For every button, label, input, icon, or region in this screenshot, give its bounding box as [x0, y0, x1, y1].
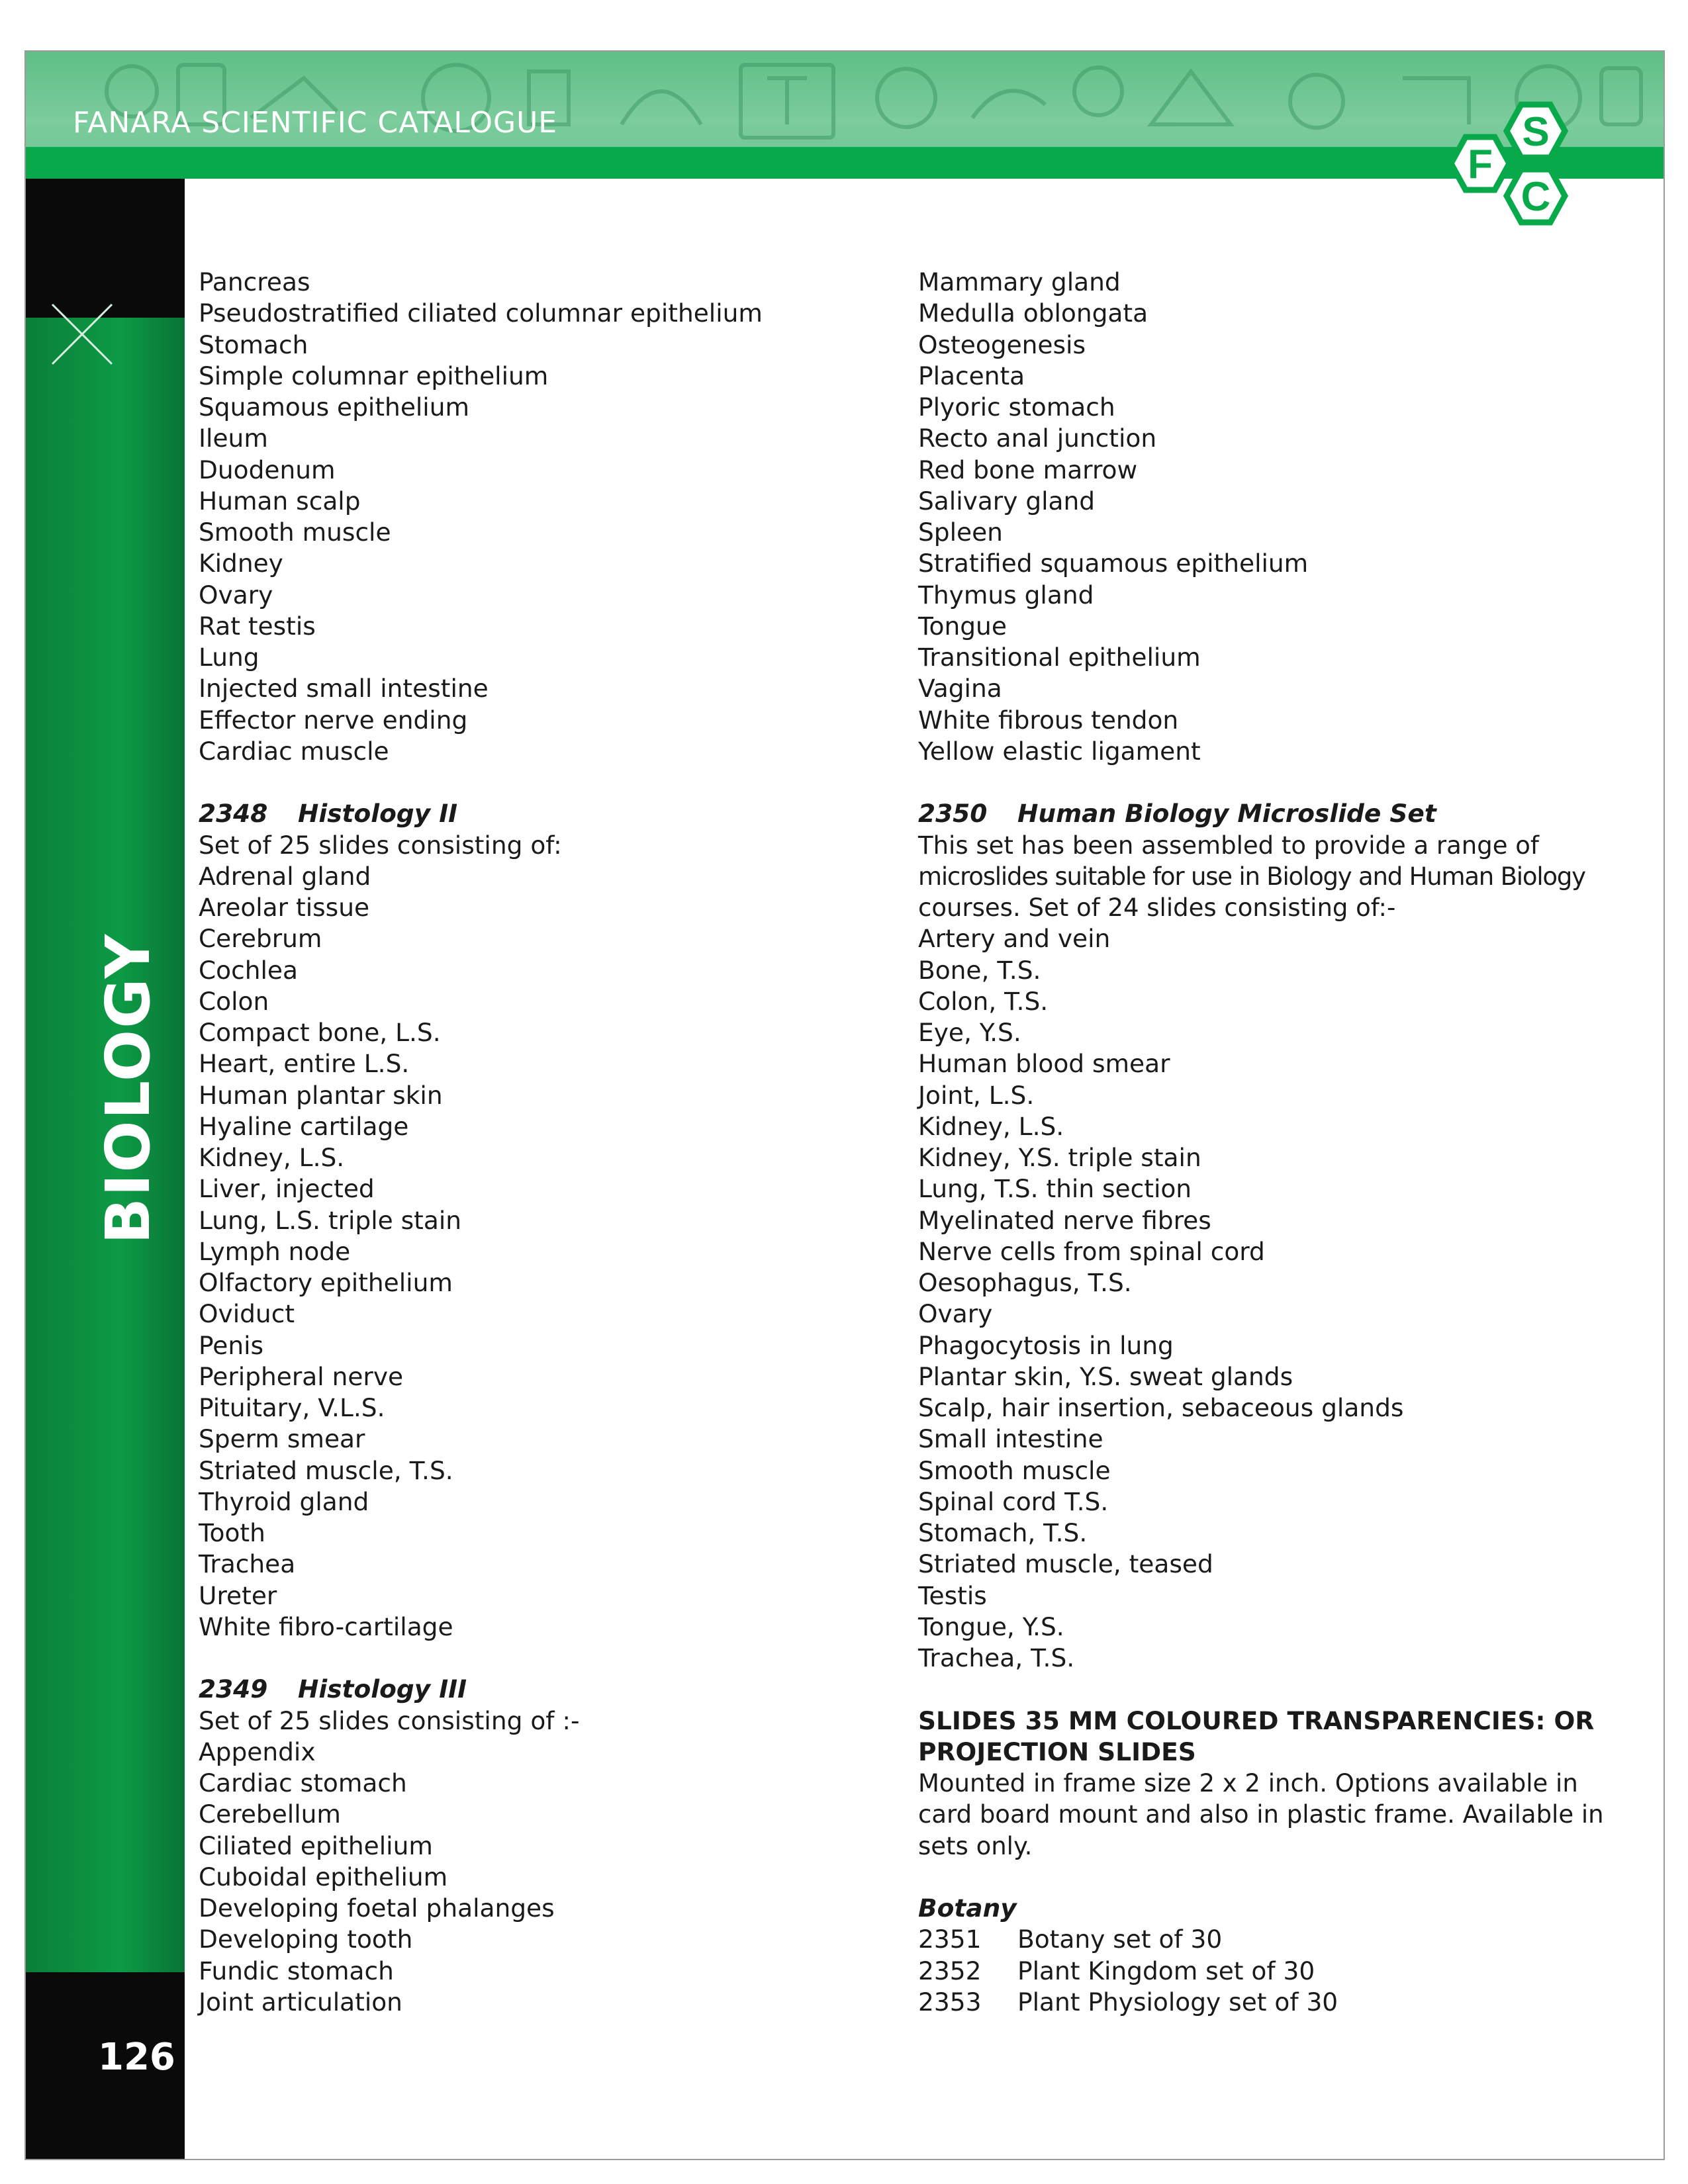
list-item: Medulla oblongata — [918, 298, 1149, 328]
list-item: Colon — [199, 986, 269, 1016]
list-item: Scalp, hair insertion, sebaceous glands — [918, 1393, 1404, 1422]
list-item: Simple columnar epithelium — [199, 361, 549, 390]
product-code: 2349 — [199, 1674, 268, 1704]
product-row — [918, 1987, 1604, 2018]
product-name: Plant Kingdom set of 30 — [1017, 1956, 1315, 1985]
list-item: Ciliated epithelium — [199, 1831, 433, 1860]
list-item: Lung — [199, 643, 259, 672]
list-item: Smooth muscle — [199, 518, 391, 547]
list-item: Placenta — [918, 361, 1025, 390]
list-item: Cochlea — [199, 955, 298, 985]
list-item: Stratified squamous epithelium — [918, 549, 1309, 578]
list-item: Kidney, L.S. — [199, 1143, 345, 1172]
logo-letter-s: S — [1522, 109, 1550, 155]
product-title: Histology III — [298, 1674, 467, 1704]
page-number: 126 — [98, 2036, 175, 2079]
header-green-band — [26, 147, 1664, 179]
list-item: Ileum — [199, 424, 268, 453]
list-item: Tongue — [918, 611, 1007, 641]
list-item: Kidney, L.S. — [918, 1111, 1064, 1141]
list-item: Tongue, Y.S. — [918, 1612, 1064, 1641]
list-item: Spleen — [918, 518, 1003, 547]
list-item: Joint articulation — [199, 1987, 402, 2017]
list-item: Stomach, T.S. — [918, 1518, 1088, 1547]
product-name: Botany set of 30 — [1017, 1925, 1223, 1954]
list-item: Kidney, Y.S. triple stain — [918, 1143, 1201, 1172]
list-item: Joint, L.S. — [918, 1080, 1035, 1110]
list-item: Tooth — [199, 1518, 265, 1547]
list-item: Cardiac muscle — [199, 736, 389, 766]
list-item: Compact bone, L.S. — [199, 1018, 441, 1047]
list-item: Oviduct — [199, 1299, 295, 1329]
list-item: Kidney — [199, 549, 283, 578]
list-item: Recto anal junction — [918, 424, 1157, 453]
list-item: Spinal cord T.S. — [918, 1486, 1109, 1516]
list-item: Thymus gland — [918, 580, 1094, 610]
list-item: Yellow elastic ligament — [918, 736, 1201, 766]
product-subtitle: Set of 25 slides consisting of :- — [199, 1706, 580, 1735]
product-title: Human Biology Microslide Set — [1017, 799, 1436, 829]
list-item: Fundic stomach — [199, 1956, 394, 1985]
list-item: Hyaline cartilage — [199, 1111, 409, 1141]
list-item: Cerebrum — [199, 924, 322, 954]
description-line: courses. Set of 24 slides consisting of:- — [918, 893, 1396, 922]
list-item: Rat testis — [199, 611, 316, 641]
list-item: Ovary — [918, 1299, 993, 1329]
list-item: Adrenal gland — [199, 861, 371, 891]
description-line: card board mount and also in plastic frame. Available in — [918, 1800, 1604, 1829]
description-line: Mounted in frame size 2 x 2 inch. Options available in — [918, 1769, 1578, 1797]
list-item: Heart, entire L.S. — [199, 1049, 410, 1079]
list-item: White fibro-cartilage — [199, 1612, 453, 1641]
spacer — [199, 767, 763, 798]
product-code: 2352 — [918, 1956, 982, 1985]
list-item: Smooth muscle — [918, 1455, 1111, 1485]
list-item: Red bone marrow — [918, 455, 1138, 484]
list-item: Colon, T.S. — [918, 986, 1049, 1016]
right-column — [918, 267, 1604, 2018]
description-line: This set has been assembled to provide a range of — [918, 831, 1539, 860]
left-column — [199, 267, 763, 2018]
botany-heading: Botany — [918, 1893, 1017, 1923]
spacer — [918, 767, 1604, 798]
product-code: 2351 — [918, 1925, 982, 1954]
section-heading: PROJECTION SLIDES — [918, 1737, 1196, 1766]
spacer — [199, 1643, 763, 1674]
list-item: Trachea — [199, 1549, 296, 1579]
product-heading-2350 — [918, 798, 1604, 829]
list-item: Plyoric stomach — [918, 392, 1115, 422]
list-item: Sperm smear — [199, 1424, 365, 1454]
list-item: Transitional epithelium — [918, 643, 1201, 672]
list-item: Cuboidal epithelium — [199, 1862, 448, 1891]
list-item: Stomach — [199, 330, 308, 359]
list-item: Plantar skin, Y.S. sweat glands — [918, 1361, 1293, 1391]
list-item: Pseudostratified ciliated columnar epithelium — [199, 298, 763, 328]
list-item: Small intestine — [918, 1424, 1103, 1454]
list-item: Mammary gland — [918, 267, 1121, 296]
product-subtitle: Set of 25 slides consisting of: — [199, 830, 562, 860]
list-item: Cerebellum — [199, 1799, 341, 1829]
list-item: Pituitary, V.L.S. — [199, 1393, 385, 1422]
list-item: Appendix — [199, 1737, 316, 1766]
list-item: Human scalp — [199, 486, 361, 516]
spacer — [918, 1862, 1604, 1893]
list-item: Squamous epithelium — [199, 392, 470, 422]
section-heading: SLIDES 35 MM COLOURED TRANSPARENCIES: OR — [918, 1706, 1595, 1735]
list-item: Pancreas — [199, 267, 310, 296]
product-row — [918, 1924, 1604, 1955]
list-item: Phagocytosis in lung — [918, 1330, 1174, 1360]
list-item: Duodenum — [199, 455, 336, 484]
list-item: Testis — [918, 1580, 987, 1610]
product-code: 2353 — [918, 1987, 982, 2017]
list-item: Striated muscle, teased — [918, 1549, 1213, 1579]
list-item: Liver, injected — [199, 1174, 375, 1204]
list-item: Bone, T.S. — [918, 955, 1041, 985]
list-item: Vagina — [918, 674, 1002, 704]
product-heading-2348 — [199, 798, 763, 829]
list-item: Thyroid gland — [199, 1486, 369, 1516]
list-item: Developing tooth — [199, 1925, 413, 1954]
product-row — [918, 1956, 1604, 1987]
list-item: Trachea, T.S. — [918, 1643, 1075, 1672]
list-item: Cardiac stomach — [199, 1768, 407, 1797]
list-item: White fibrous tendon — [918, 705, 1179, 735]
product-name: Plant Physiology set of 30 — [1017, 1987, 1338, 2017]
description-line: sets only. — [918, 1831, 1033, 1860]
list-item: Striated muscle, T.S. — [199, 1455, 453, 1485]
list-item: Effector nerve ending — [199, 705, 468, 735]
list-item: Ureter — [199, 1580, 277, 1610]
list-item: Peripheral nerve — [199, 1361, 404, 1391]
list-item: Human plantar skin — [199, 1080, 443, 1110]
list-item: Lymph node — [199, 1236, 351, 1266]
catalogue-title: FANARA SCIENTIFIC CATALOGUE — [73, 106, 558, 140]
spacer — [918, 1674, 1604, 1705]
logo-letter-f: F — [1468, 142, 1493, 187]
section-label: BIOLOGY — [93, 933, 164, 1244]
list-item: Eye, Y.S. — [918, 1018, 1021, 1047]
product-heading-2349 — [199, 1674, 763, 1705]
list-item: Oesophagus, T.S. — [918, 1268, 1132, 1297]
logo-letter-c: C — [1521, 174, 1551, 220]
list-item: Artery and vein — [918, 924, 1111, 954]
fsc-logo — [1422, 99, 1574, 238]
description-line: microslides suitable for use in Biology and Human Biology — [918, 862, 1585, 891]
list-item: Nerve cells from spinal cord — [918, 1236, 1265, 1266]
list-item: Lung, L.S. triple stain — [199, 1205, 462, 1235]
product-code: 2348 — [199, 799, 268, 829]
list-item: Osteogenesis — [918, 330, 1086, 359]
list-item: Lung, T.S. thin section — [918, 1174, 1192, 1204]
list-item: Injected small intestine — [199, 674, 489, 704]
list-item: Myelinated nerve fibres — [918, 1205, 1211, 1235]
list-item: Ovary — [199, 580, 273, 610]
list-item: Salivary gland — [918, 486, 1096, 516]
product-title: Histology II — [298, 799, 458, 829]
list-item: Olfactory epithelium — [199, 1268, 453, 1297]
list-item: Penis — [199, 1330, 264, 1360]
list-item: Developing foetal phalanges — [199, 1893, 555, 1923]
list-item: Areolar tissue — [199, 893, 370, 922]
product-code: 2350 — [918, 799, 988, 829]
list-item: Human blood smear — [918, 1049, 1170, 1079]
